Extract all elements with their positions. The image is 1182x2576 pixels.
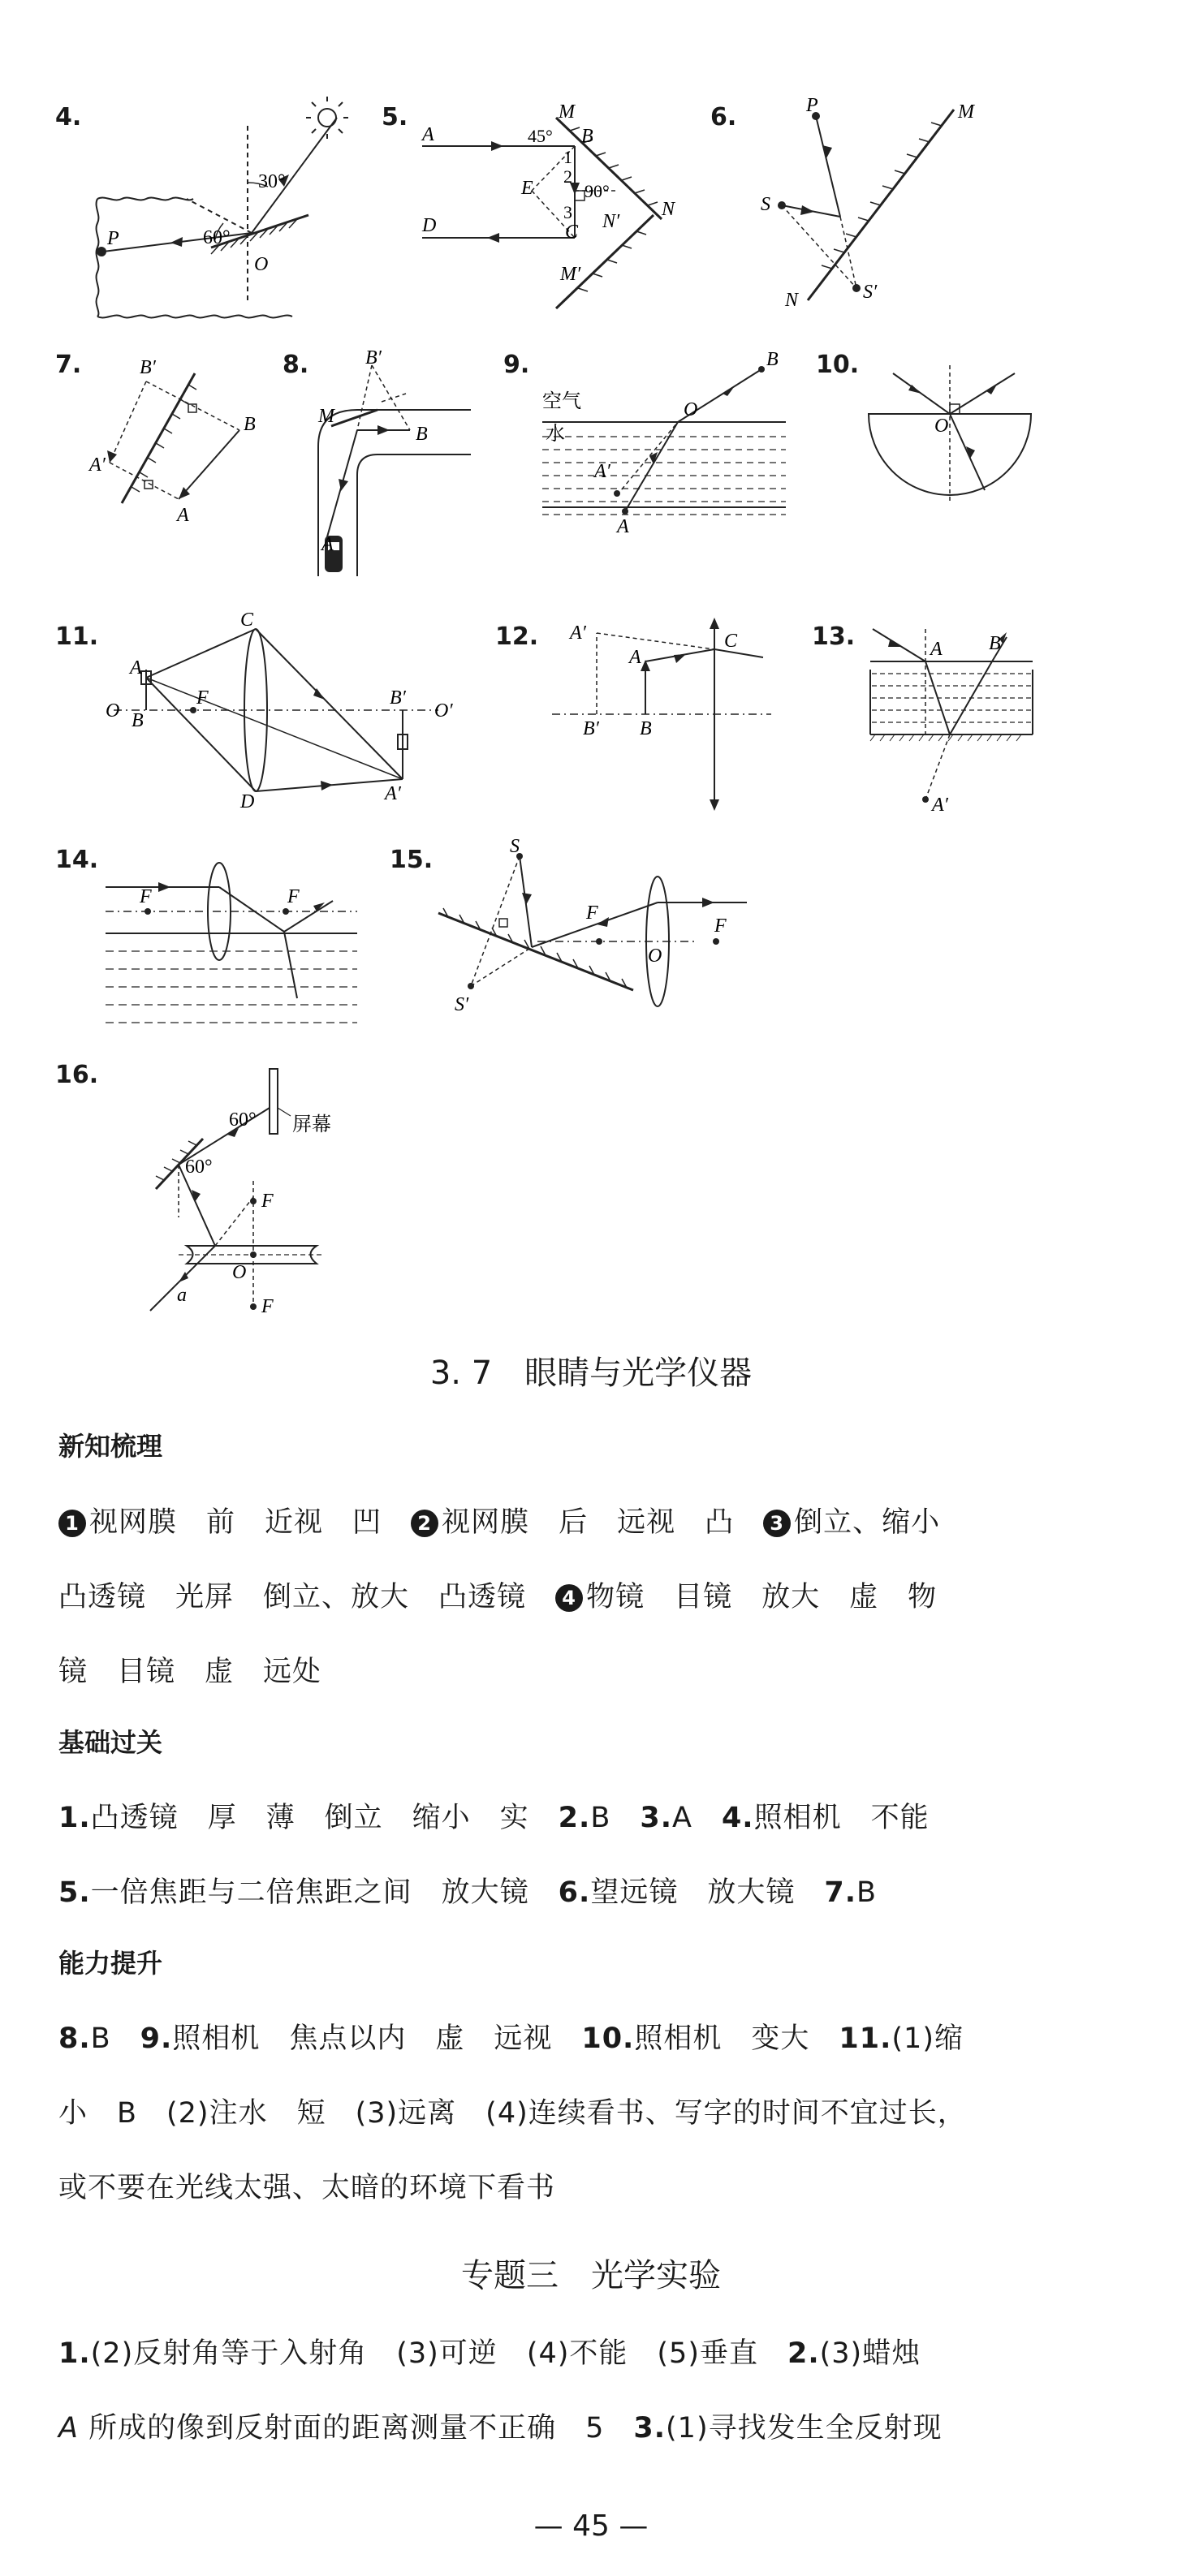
- jichu-line-1: 1.凸透镜 厚 薄 倒立 缩小 实 2.B 3.A 4.照相机 不能: [58, 1802, 930, 1834]
- section-title-topic-3: 专题三 光学实验: [461, 2257, 721, 2294]
- figure-number: 12.: [495, 622, 539, 651]
- label-F-left: F: [586, 902, 598, 924]
- label-B-prime: B′: [583, 718, 599, 739]
- label-30deg: 30°: [258, 171, 286, 192]
- label-F-top: F: [261, 1191, 274, 1212]
- label-D: D: [422, 215, 437, 236]
- figure-7-diagram: [49, 341, 276, 528]
- circled-number-2: 2: [411, 1510, 438, 1537]
- figure-number: 16.: [55, 1061, 99, 1089]
- xinzhi-line-3: 镜 目镜 虚 远处: [58, 1656, 322, 1688]
- label-air: 空气: [542, 390, 581, 412]
- label-90deg: 90°: [585, 181, 610, 201]
- figure-9: [503, 341, 812, 539]
- heading-jichu: 基础过关: [58, 1727, 163, 1758]
- label-B: B: [244, 414, 256, 435]
- figure-13: [812, 613, 1039, 819]
- label-A: A: [617, 516, 629, 537]
- figure-number: 11.: [55, 622, 99, 651]
- figure-number: 9.: [503, 351, 530, 379]
- label-B: B: [989, 633, 1001, 654]
- label-B: B: [766, 349, 779, 370]
- figure-9-diagram: [503, 341, 812, 536]
- figure-10: [816, 341, 1035, 523]
- label-O: O: [232, 1262, 247, 1283]
- label-A: A: [930, 639, 943, 660]
- label-O: O: [934, 416, 949, 437]
- figure-number: 5.: [382, 103, 408, 131]
- label-S-prime: S′: [455, 994, 469, 1015]
- label-45deg: 45°: [528, 126, 553, 146]
- label-A: A: [422, 124, 434, 145]
- label-A: A: [130, 657, 142, 678]
- figure-15: [390, 836, 779, 1042]
- topic3-line-2: A 所成的像到反射面的距离测量不正确 5 3.(1)寻找发生全反射现: [58, 2412, 943, 2445]
- label-E: E: [521, 178, 533, 199]
- label-M: M: [318, 406, 334, 427]
- label-N-prime: N′: [602, 211, 620, 232]
- label-F-right: F: [714, 915, 727, 937]
- label-A-prime: A′: [385, 783, 401, 804]
- figure-16: [49, 1051, 390, 1330]
- circled-number-3: 3: [763, 1510, 791, 1537]
- xinzhi-line-1: 1 视网膜 前 近视 凹 2 视网膜 后 远视 凸 3 倒立、缩小: [58, 1500, 1130, 1540]
- figure-7: [49, 341, 276, 531]
- figure-11-diagram: [49, 610, 471, 816]
- figure-11: [49, 610, 471, 819]
- figure-number: 7.: [55, 351, 82, 379]
- label-3: 3: [563, 202, 572, 222]
- jichu-line-2: 5.一倍焦距与二倍焦距之间 放大镜 6.望远镜 放大镜 7.B: [58, 1876, 878, 1909]
- label-A: A: [321, 534, 334, 555]
- label-screen: 屏幕: [292, 1113, 331, 1135]
- label-B-prime: B′: [390, 687, 406, 709]
- label-M-prime: M′: [560, 264, 581, 285]
- label-A-prime: A′: [594, 461, 610, 482]
- nengli-line-2: 小 B (2)注水 短 (3)远离 (4)连续看书、写字的时间不宜过长，: [58, 2097, 967, 2130]
- label-2: 2: [563, 166, 572, 187]
- figure-number: 15.: [390, 846, 434, 874]
- label-S: S: [510, 836, 520, 857]
- label-O: O: [254, 254, 269, 275]
- label-60deg-screen: 60°: [229, 1109, 257, 1131]
- label-B: B: [132, 710, 144, 731]
- nengli-line-1: 8.B 9.照相机 焦点以内 虚 远视 10.照相机 变大 11.(1)缩: [58, 2022, 964, 2055]
- label-B-prime: B′: [365, 347, 382, 368]
- label-O: O: [648, 946, 662, 967]
- label-C: C: [724, 631, 738, 652]
- label-A-prime: A′: [932, 795, 948, 816]
- label-F-bottom: F: [261, 1296, 274, 1317]
- figure-4-diagram: [49, 93, 341, 329]
- label-60deg-mirror: 60°: [185, 1157, 213, 1178]
- label-a: a: [177, 1285, 187, 1306]
- label-water: 水: [546, 422, 565, 445]
- figure-12: [495, 613, 787, 819]
- label-B-prime: B′: [140, 357, 156, 378]
- figure-14-diagram: [49, 836, 390, 1039]
- figure-number: 4.: [55, 103, 82, 131]
- figure-12-diagram: [495, 613, 787, 816]
- circled-number-4: 4: [555, 1584, 583, 1612]
- label-M: M: [958, 101, 974, 123]
- label-O: O: [684, 399, 698, 420]
- label-F-right: F: [287, 886, 300, 907]
- figure-number: 6.: [710, 103, 737, 131]
- xinzhi-line-2: 凸透镜 光屏 倒立、放大 凸透镜 4 物镜 目镜 放大 虚 物: [58, 1581, 938, 1613]
- figure-5: [382, 93, 690, 308]
- label-P: P: [107, 228, 119, 249]
- nengli-line-3: 或不要在光线太强、太暗的环境下看书: [58, 2172, 556, 2204]
- label-A-prime: A′: [570, 622, 586, 644]
- label-N: N: [785, 290, 799, 311]
- figure-number: 10.: [816, 351, 860, 379]
- label-B: B: [581, 126, 593, 147]
- heading-nengli: 能力提升: [58, 1948, 163, 1979]
- figure-number: 14.: [55, 846, 99, 874]
- label-B: B: [416, 424, 428, 445]
- figure-6: [710, 93, 1003, 324]
- label-D: D: [240, 791, 255, 812]
- label-F-left: F: [140, 886, 152, 907]
- label-A-prime: A′: [89, 454, 106, 476]
- figure-number: 13.: [812, 622, 856, 651]
- figure-4: [49, 93, 341, 332]
- figure-6-diagram: [710, 93, 1003, 321]
- page-number: — 45 —: [533, 2509, 649, 2543]
- label-S-prime: S′: [863, 282, 878, 303]
- label-P: P: [806, 95, 818, 116]
- label-60deg: 60°: [203, 227, 231, 248]
- figure-15-diagram: [390, 836, 779, 1039]
- circled-number-1: 1: [58, 1510, 86, 1537]
- label-S: S: [761, 194, 770, 215]
- label-C: C: [565, 222, 579, 243]
- label-O-prime: O′: [434, 700, 453, 722]
- figure-14: [49, 836, 390, 1042]
- label-F: F: [196, 687, 209, 709]
- label-N: N: [662, 199, 675, 220]
- figure-5-diagram: [382, 93, 690, 304]
- label-O: O: [106, 700, 120, 722]
- label-A: A: [629, 647, 641, 668]
- label-1: 1: [563, 147, 572, 167]
- figure-16-diagram: [49, 1051, 390, 1327]
- label-M: M: [559, 101, 575, 123]
- label-B: B: [640, 718, 652, 739]
- label-C: C: [240, 610, 254, 631]
- topic3-line-1: 1.(2)反射角等于入射角 (3)可逆 (4)不能 (5)垂直 2.(3)蜡烛: [58, 2337, 921, 2370]
- figure-8: [276, 341, 487, 588]
- heading-xinzhi: 新知梳理: [58, 1431, 163, 1462]
- section-title-3-7: 3. 7 眼睛与光学仪器: [429, 1355, 753, 1392]
- label-A: A: [177, 505, 189, 526]
- figure-number: 8.: [283, 351, 309, 379]
